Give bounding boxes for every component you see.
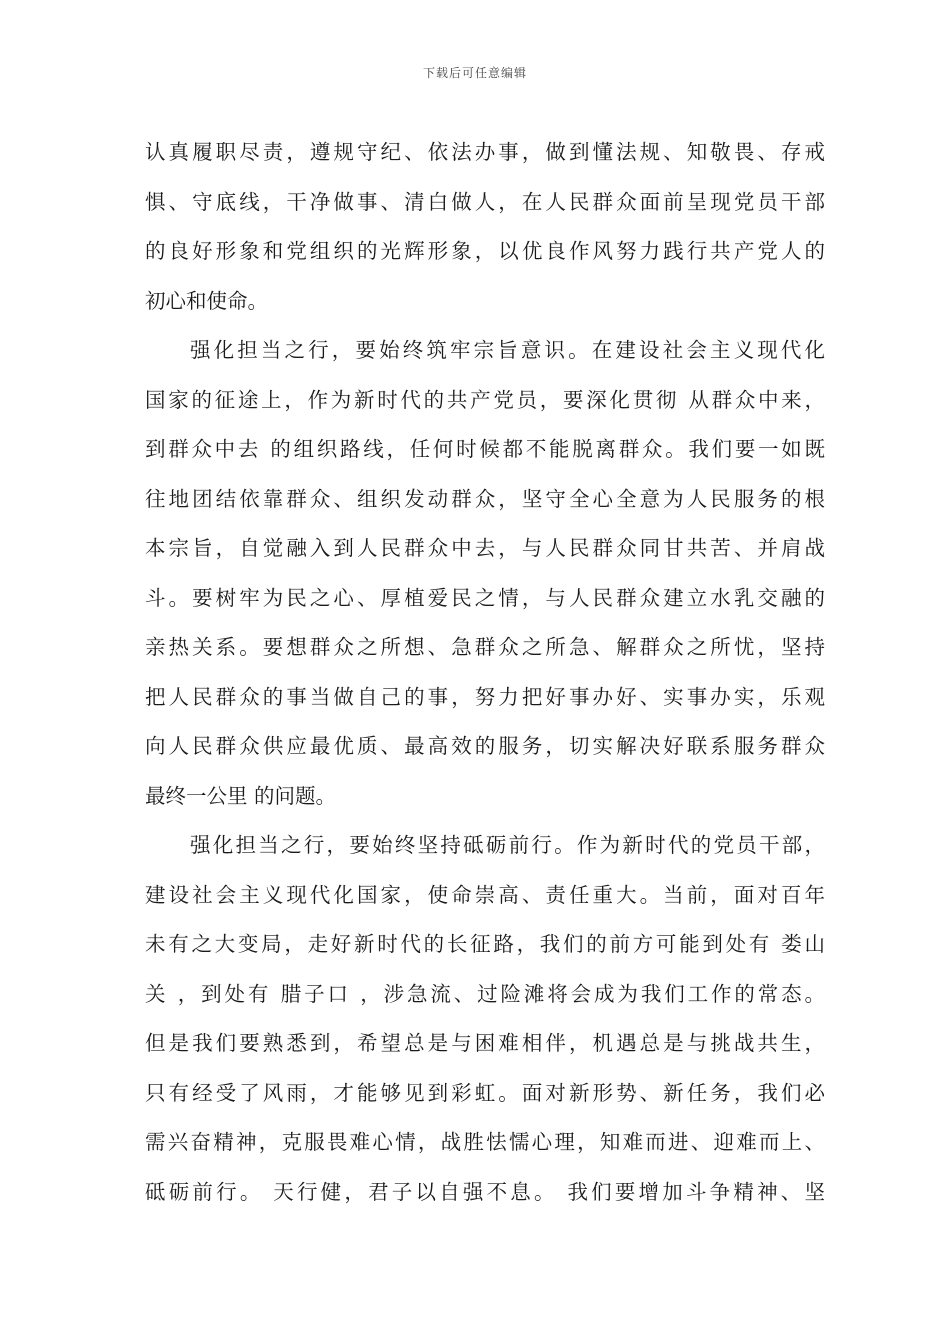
text-line: 初心和使命。 — [145, 288, 268, 313]
text-line: 本宗旨，自觉融入到人民群众中去，与人民群众同甘共苦、并肩战 — [145, 536, 825, 560]
text-line: 惧、守底线，干净做事、清白做人，在人民群众面前呈现党员干部 — [145, 189, 825, 214]
text-line: 强化担当之行，要始终筑牢宗旨意识。在建设社会主义现代化 — [190, 338, 825, 362]
text-line: 的良好形象和党组织的光辉形象，以优良作风努力践行共产党人的 — [145, 239, 825, 263]
text-line: 把人民群众的事当做自己的事，努力把好事办好、实事办实，乐观 — [145, 684, 825, 709]
paragraph — [145, 821, 825, 1217]
text-line: 斗。要树牢为民之心、厚植爱民之情，与人民群众建立水乳交融的 — [145, 585, 825, 610]
text-line: 但是我们要熟悉到，希望总是与困难相伴，机遇总是与挑战共生， — [145, 1031, 825, 1055]
text-line: 到群众中去 的组织路线，任何时候都不能脱离群众。我们要一如既 — [145, 437, 825, 461]
paragraph — [145, 326, 825, 821]
text-line: 国家的征途上，作为新时代的共产党员，要深化贯彻 从群众中来， — [145, 387, 825, 412]
text-line: 需兴奋精神，克服畏难心情，战胜怯懦心理，知难而进、迎难而上、 — [145, 1130, 825, 1154]
text-line: 往地团结依靠群众、组织发动群众，坚守全心全意为人民服务的根 — [145, 486, 825, 511]
text-line: 强化担当之行，要始终坚持砥砺前行。作为新时代的党员干部， — [190, 833, 825, 857]
document-body — [145, 128, 825, 1217]
text-line: 最终一公里 的问题。 — [145, 783, 337, 808]
text-line: 砥砺前行。 天行健，君子以自强不息。 我们要增加斗争精神、坚 — [145, 1179, 825, 1204]
text-line: 认真履职尽责，遵规守纪、依法办事，做到懂法规、知敬畏、存戒 — [145, 140, 825, 164]
text-line: 未有之大变局，走好新时代的长征路，我们的前方可能到处有 娄山 — [145, 932, 825, 956]
paragraph — [145, 128, 825, 326]
page-header: 下载后可任意编辑 — [422, 66, 527, 80]
text-line: 只有经受了风雨，才能够见到彩虹。面对新形势、新任务，我们必 — [145, 1080, 825, 1105]
text-line: 建设社会主义现代化国家，使命崇高、责任重大。当前，面对百年 — [145, 882, 825, 907]
text-line: 亲热关系。要想群众之所想、急群众之所急、解群众之所忧，坚持 — [145, 635, 825, 659]
text-line: 向人民群众供应最优质、最高效的服务，切实解决好联系服务群众 — [145, 734, 825, 758]
text-line: 关 ，到处有 腊子口 ，涉急流、过险滩将会成为我们工作的常态。 — [145, 981, 825, 1006]
